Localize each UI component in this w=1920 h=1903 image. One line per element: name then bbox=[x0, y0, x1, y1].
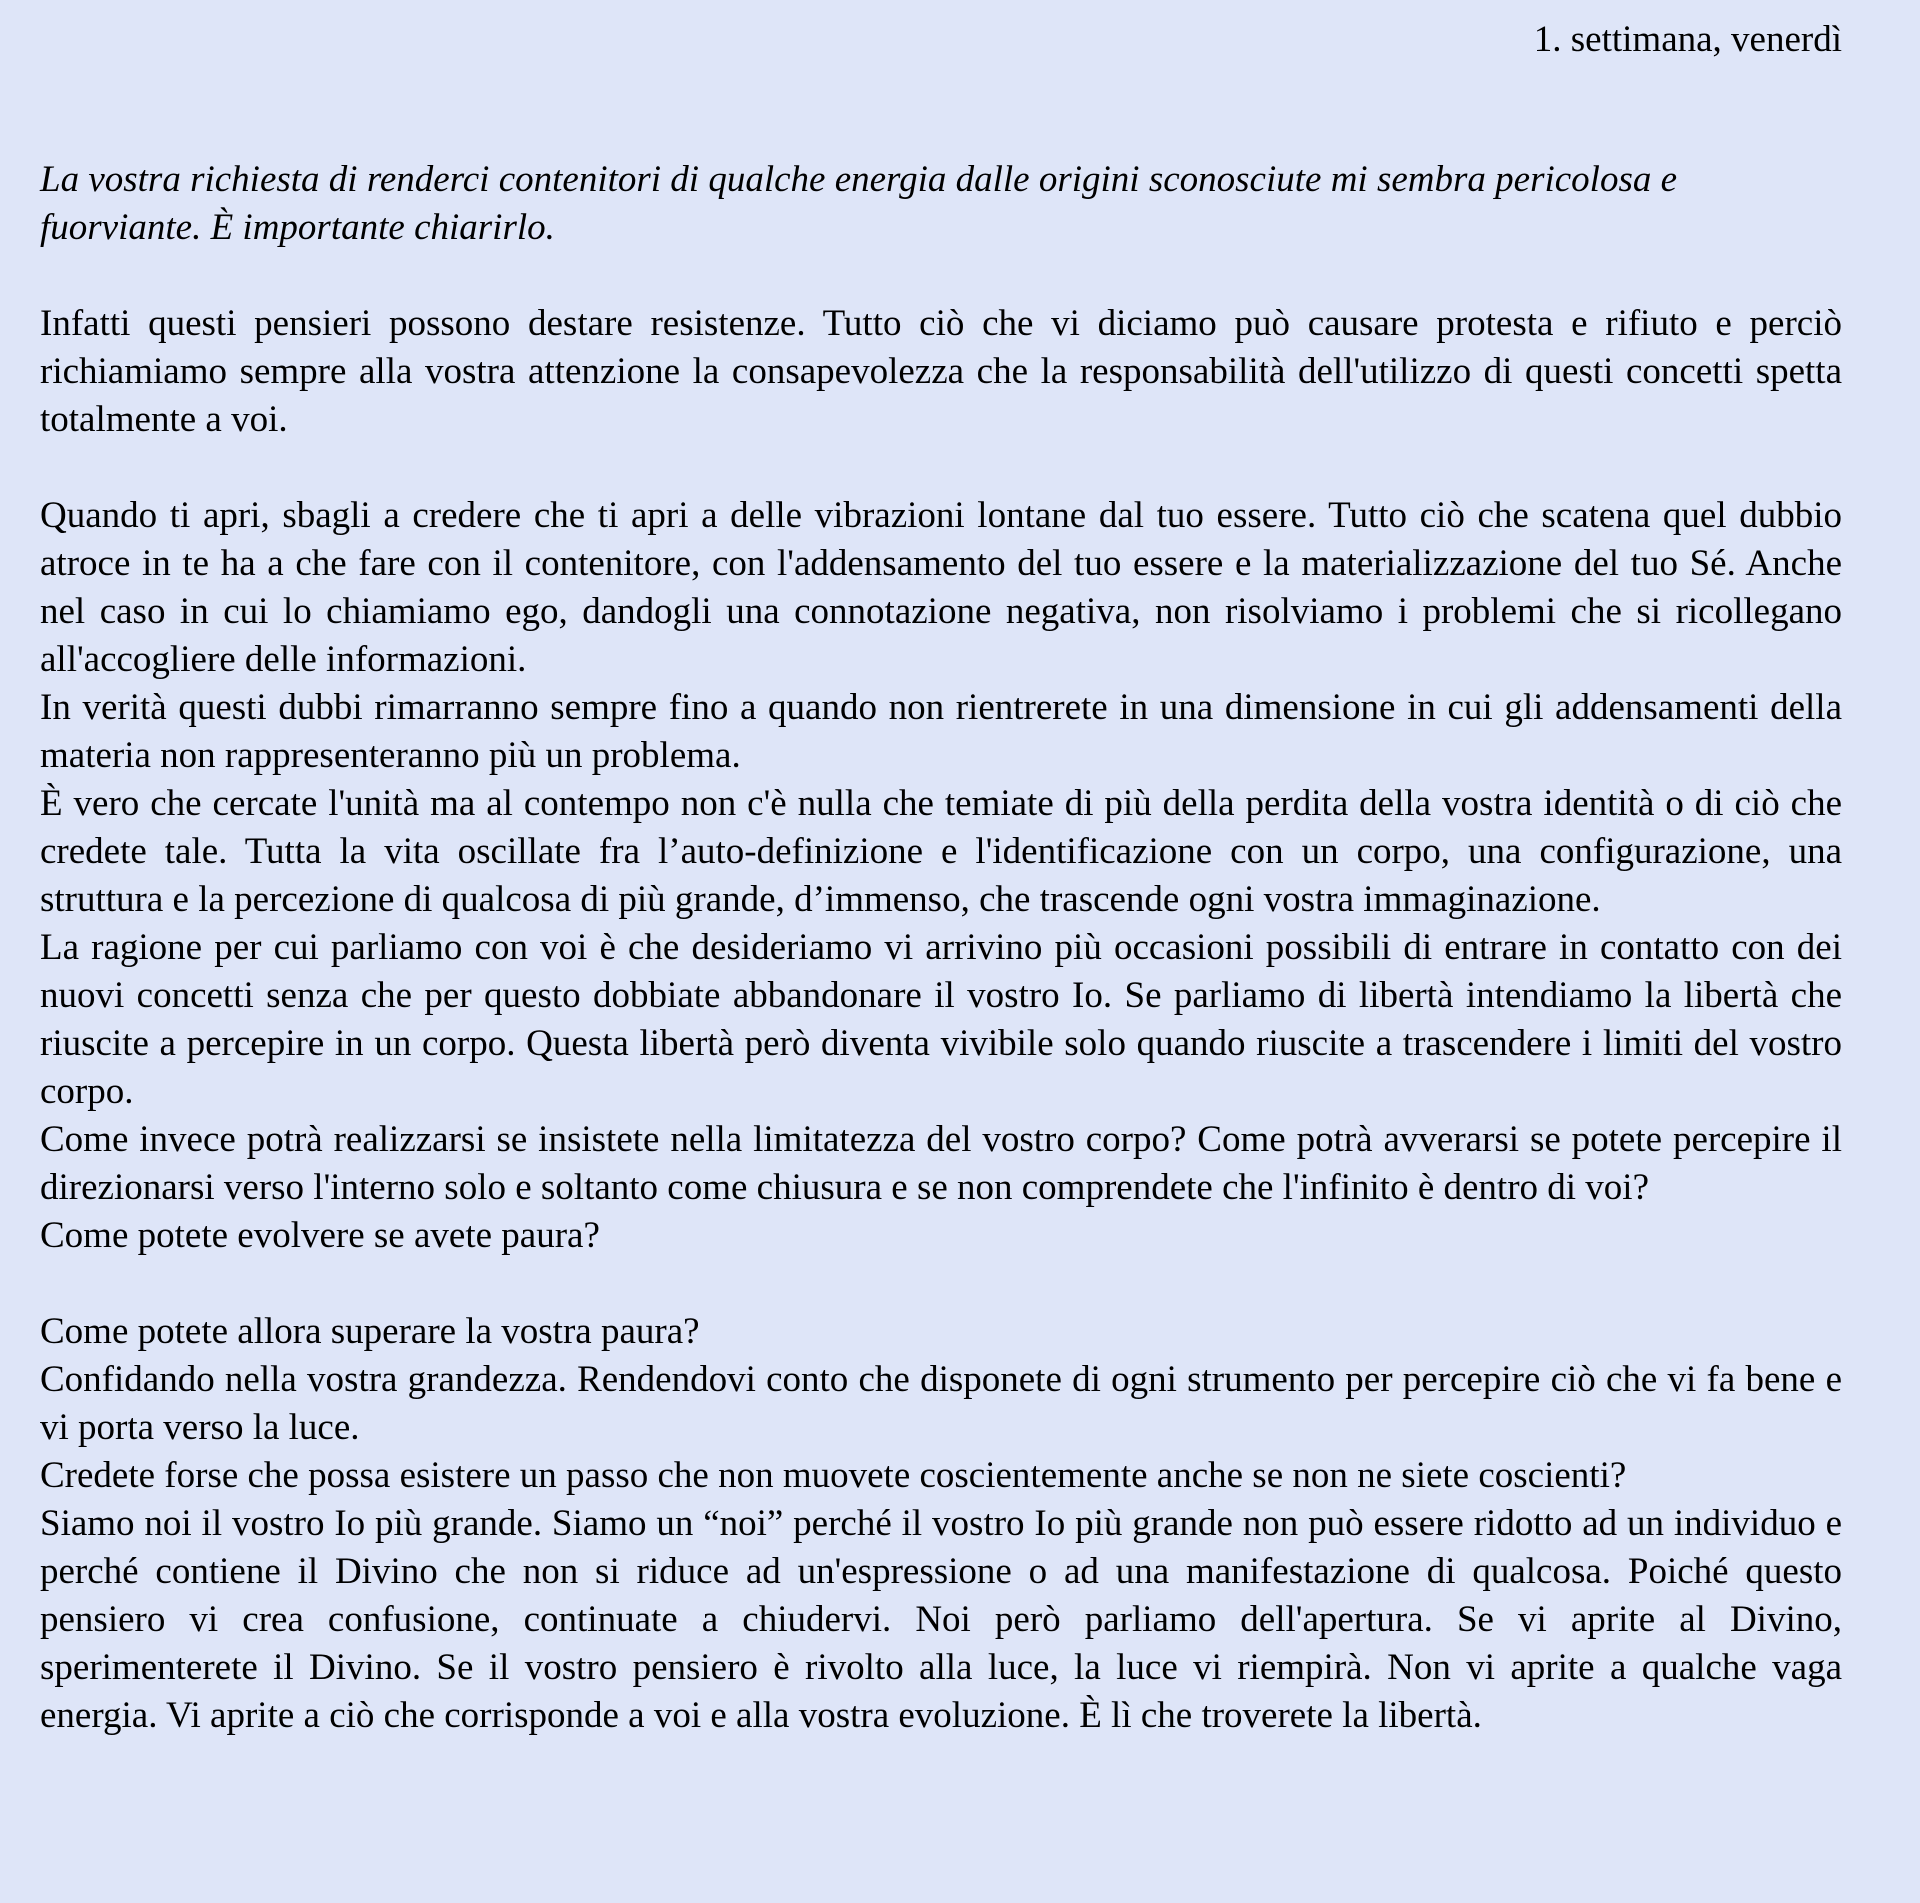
paragraph: Confidando nella vostra grandezza. Rendendovi conto che disponete di ogni strumento per percepire ciò che vi fa bene e vi porta verso la luce. bbox=[40, 1359, 1842, 1448]
paragraph: Come potete allora superare la vostra paura? bbox=[40, 1311, 700, 1352]
paragraph: La ragione per cui parliamo con voi è che desideriamo vi arrivino più occasioni possibili di entrare in contatto con dei nuovi concetti senza che per questo dobbiate abbandonare il vostro Io. Se parliamo di libertà intendiamo la libertà che riuscite a percepire in un corpo. Questa libertà però diventa vivibile solo quando riuscite a trascendere i limiti del vostro corpo. bbox=[40, 927, 1842, 1112]
paragraph: Siamo noi il vostro Io più grande. Siamo un “noi” perché il vostro Io più grande non può essere ridotto ad un individuo e perché contiene il Divino che non si riduce ad un'espressione o ad una manifestazione di qualcosa. Poiché questo pensiero vi crea confusione, continuate a chiudervi. Noi però parliamo dell'apertura. Se vi aprite al Divino, sperimenterete il Divino. Se il vostro pensiero è rivolto alla luce, la luce vi riempirà. Non vi aprite a qualche vaga energia. Vi aprite a ciò che corrisponde a voi e alla vostra evoluzione. È lì che troverete la libertà. bbox=[40, 1503, 1842, 1736]
document-body bbox=[40, 156, 1842, 1740]
date-header: 1. settimana, venerdì bbox=[1533, 19, 1842, 60]
paragraph: Credete forse che possa esistere un passo che non muovete coscientemente anche se non ne siete coscienti? bbox=[40, 1455, 1627, 1496]
paragraph: Come invece potrà realizzarsi se insistete nella limitatezza del vostro corpo? Come potrà avverarsi se potete percepire il direzionarsi verso l'interno solo e soltanto come chiusura e se non comprendete che l'infinito è dentro di voi? bbox=[40, 1119, 1842, 1208]
paragraph: Quando ti apri, sbagli a credere che ti apri a delle vibrazioni lontane dal tuo essere. Tutto ciò che scatena quel dubbio atroce in te ha a che fare con il contenitore, con l'addensamento del tuo essere e la materializzazione del tuo Sé. Anche nel caso in cui lo chiamiamo ego, dandogli una connotazione negativa, non risolviamo i problemi che si ricollegano all'accogliere delle informazioni. bbox=[40, 495, 1842, 680]
paragraph: Come potete evolvere se avete paura? bbox=[40, 1215, 600, 1256]
paragraph: In verità questi dubbi rimarranno sempre fino a quando non rientrerete in una dimensione in cui gli addensamenti della materia non rappresenteranno più un problema. bbox=[40, 687, 1842, 776]
paragraph: È vero che cercate l'unità ma al contempo non c'è nulla che temiate di più della perdita della vostra identità o di ciò che credete tale. Tutta la vita oscillate fra l’auto-definizione e l'identificazione con un corpo, una configurazione, una struttura e la percezione di qualcosa di più grande, d’immenso, che trascende ogni vostra immaginazione. bbox=[40, 783, 1842, 920]
paragraph-intro-italic: La vostra richiesta di renderci contenitori di qualche energia dalle origini sconosciute mi sembra pericolosa e fuorviante. È importante chiarirlo. bbox=[40, 159, 1678, 248]
paragraph: Infatti questi pensieri possono destare resistenze. Tutto ciò che vi diciamo può causare protesta e rifiuto e perciò richiamiamo sempre alla vostra attenzione la consapevolezza che la responsabilità dell'utilizzo di questi concetti spetta totalmente a voi. bbox=[40, 303, 1842, 440]
